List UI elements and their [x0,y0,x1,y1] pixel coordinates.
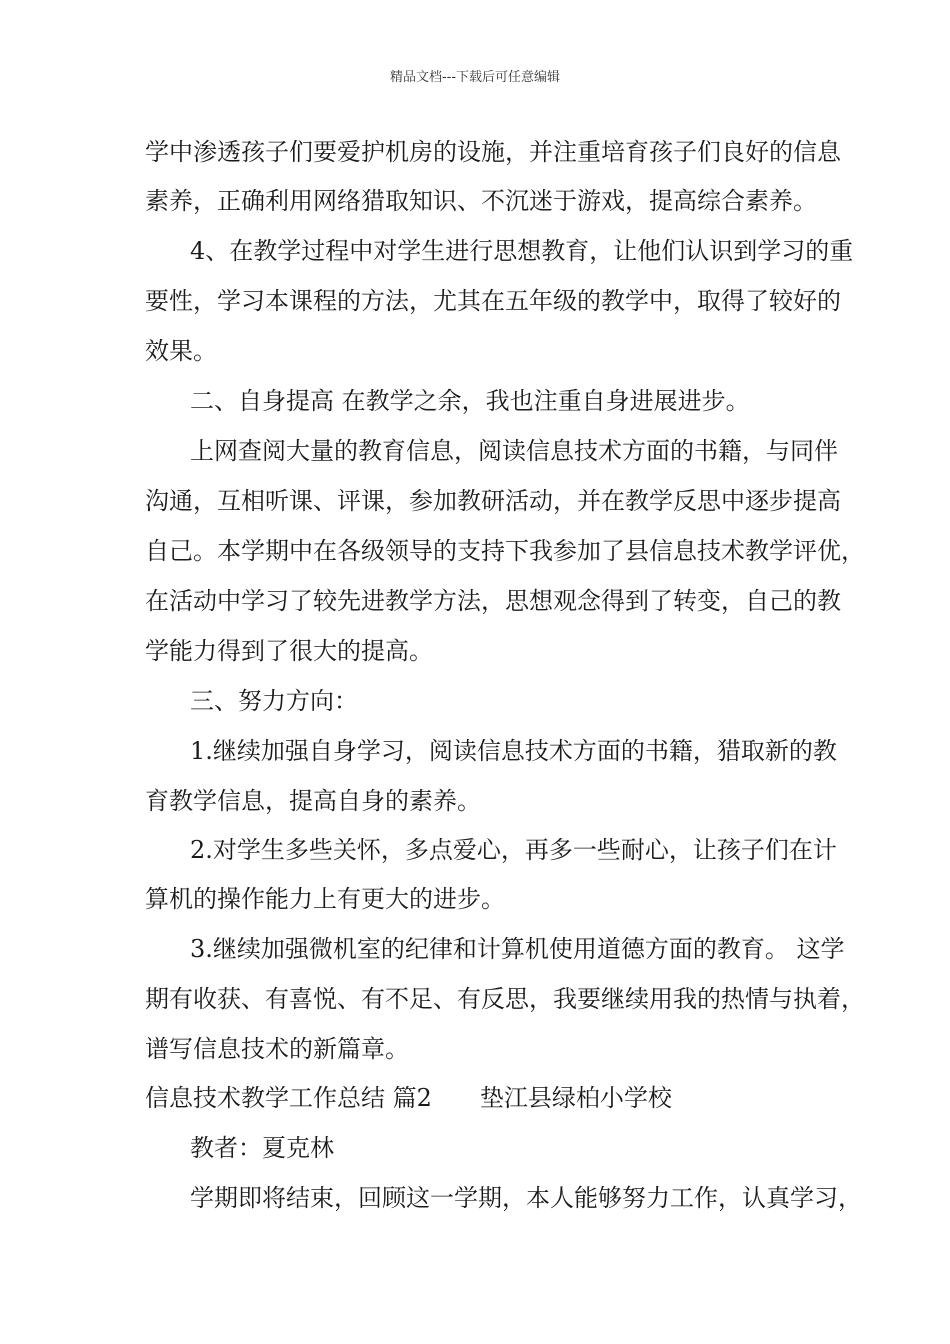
section-heading: 二、自身提高 在教学之余，我也注重自身进展进步。 [190,387,750,415]
text-line: 自己。本学期中在各级领导的支持下我参加了县信息技术教学评优， [145,537,865,565]
text-line: 效果。 [145,337,217,365]
text-line: 学中渗透孩子们要爱护机房的设施，并注重培育孩子们良好的信息 [145,138,841,166]
text-line: 育教学信息，提高自身的素养。 [145,787,481,815]
text-line: 学期即将结束，回顾这一学期，本人能够努力工作，认真学习， [190,1184,862,1212]
text-line: 上网查阅大量的教育信息，阅读信息技术方面的书籍，与同伴 [190,437,838,465]
section-heading: 三、努力方向： [190,687,358,715]
text-line: 4、在教学过程中对学生进行思想教育，让他们认识到学习的重 [190,237,854,265]
text-line: 期有收获、有喜悦、有不足、有反思，我要继续用我的热情与执着， [145,985,865,1013]
page-header: 精品文档---下载后可任意编辑 [389,70,561,85]
text-line: 2.对学生多些关怀，多点爱心，再多一些耐心，让孩子们在计 [190,836,837,864]
text-line: 在活动中学习了较先进教学方法，思想观念得到了转变，自己的教 [145,587,841,615]
text-line: 要性，学习本课程的方法，尤其在五年级的教学中，取得了较好的 [145,287,841,315]
text-line: 1.继续加强自身学习，阅读信息技术方面的书籍，猎取新的教 [190,737,837,765]
text-line: 谱写信息技术的新篇章。 [145,1035,409,1063]
text-line: 沟通，互相听课、评课，参加教研活动，并在教学反思中逐步提高 [145,487,841,515]
text-line: 学能力得到了很大的提高。 [145,637,433,665]
text-line: 3.继续加强微机室的纪律和计算机使用道德方面的教育。 这学 [190,935,845,963]
author-line: 教者：夏克林 [190,1134,334,1162]
text-line: 素养，正确利用网络猎取知识、不沉迷于游戏，提高综合素养。 [145,187,817,215]
text-line: 算机的操作能力上有更大的进步。 [145,885,505,913]
article-title: 信息技术教学工作总结 篇2 垫江县绿柏小学校 [145,1084,672,1112]
